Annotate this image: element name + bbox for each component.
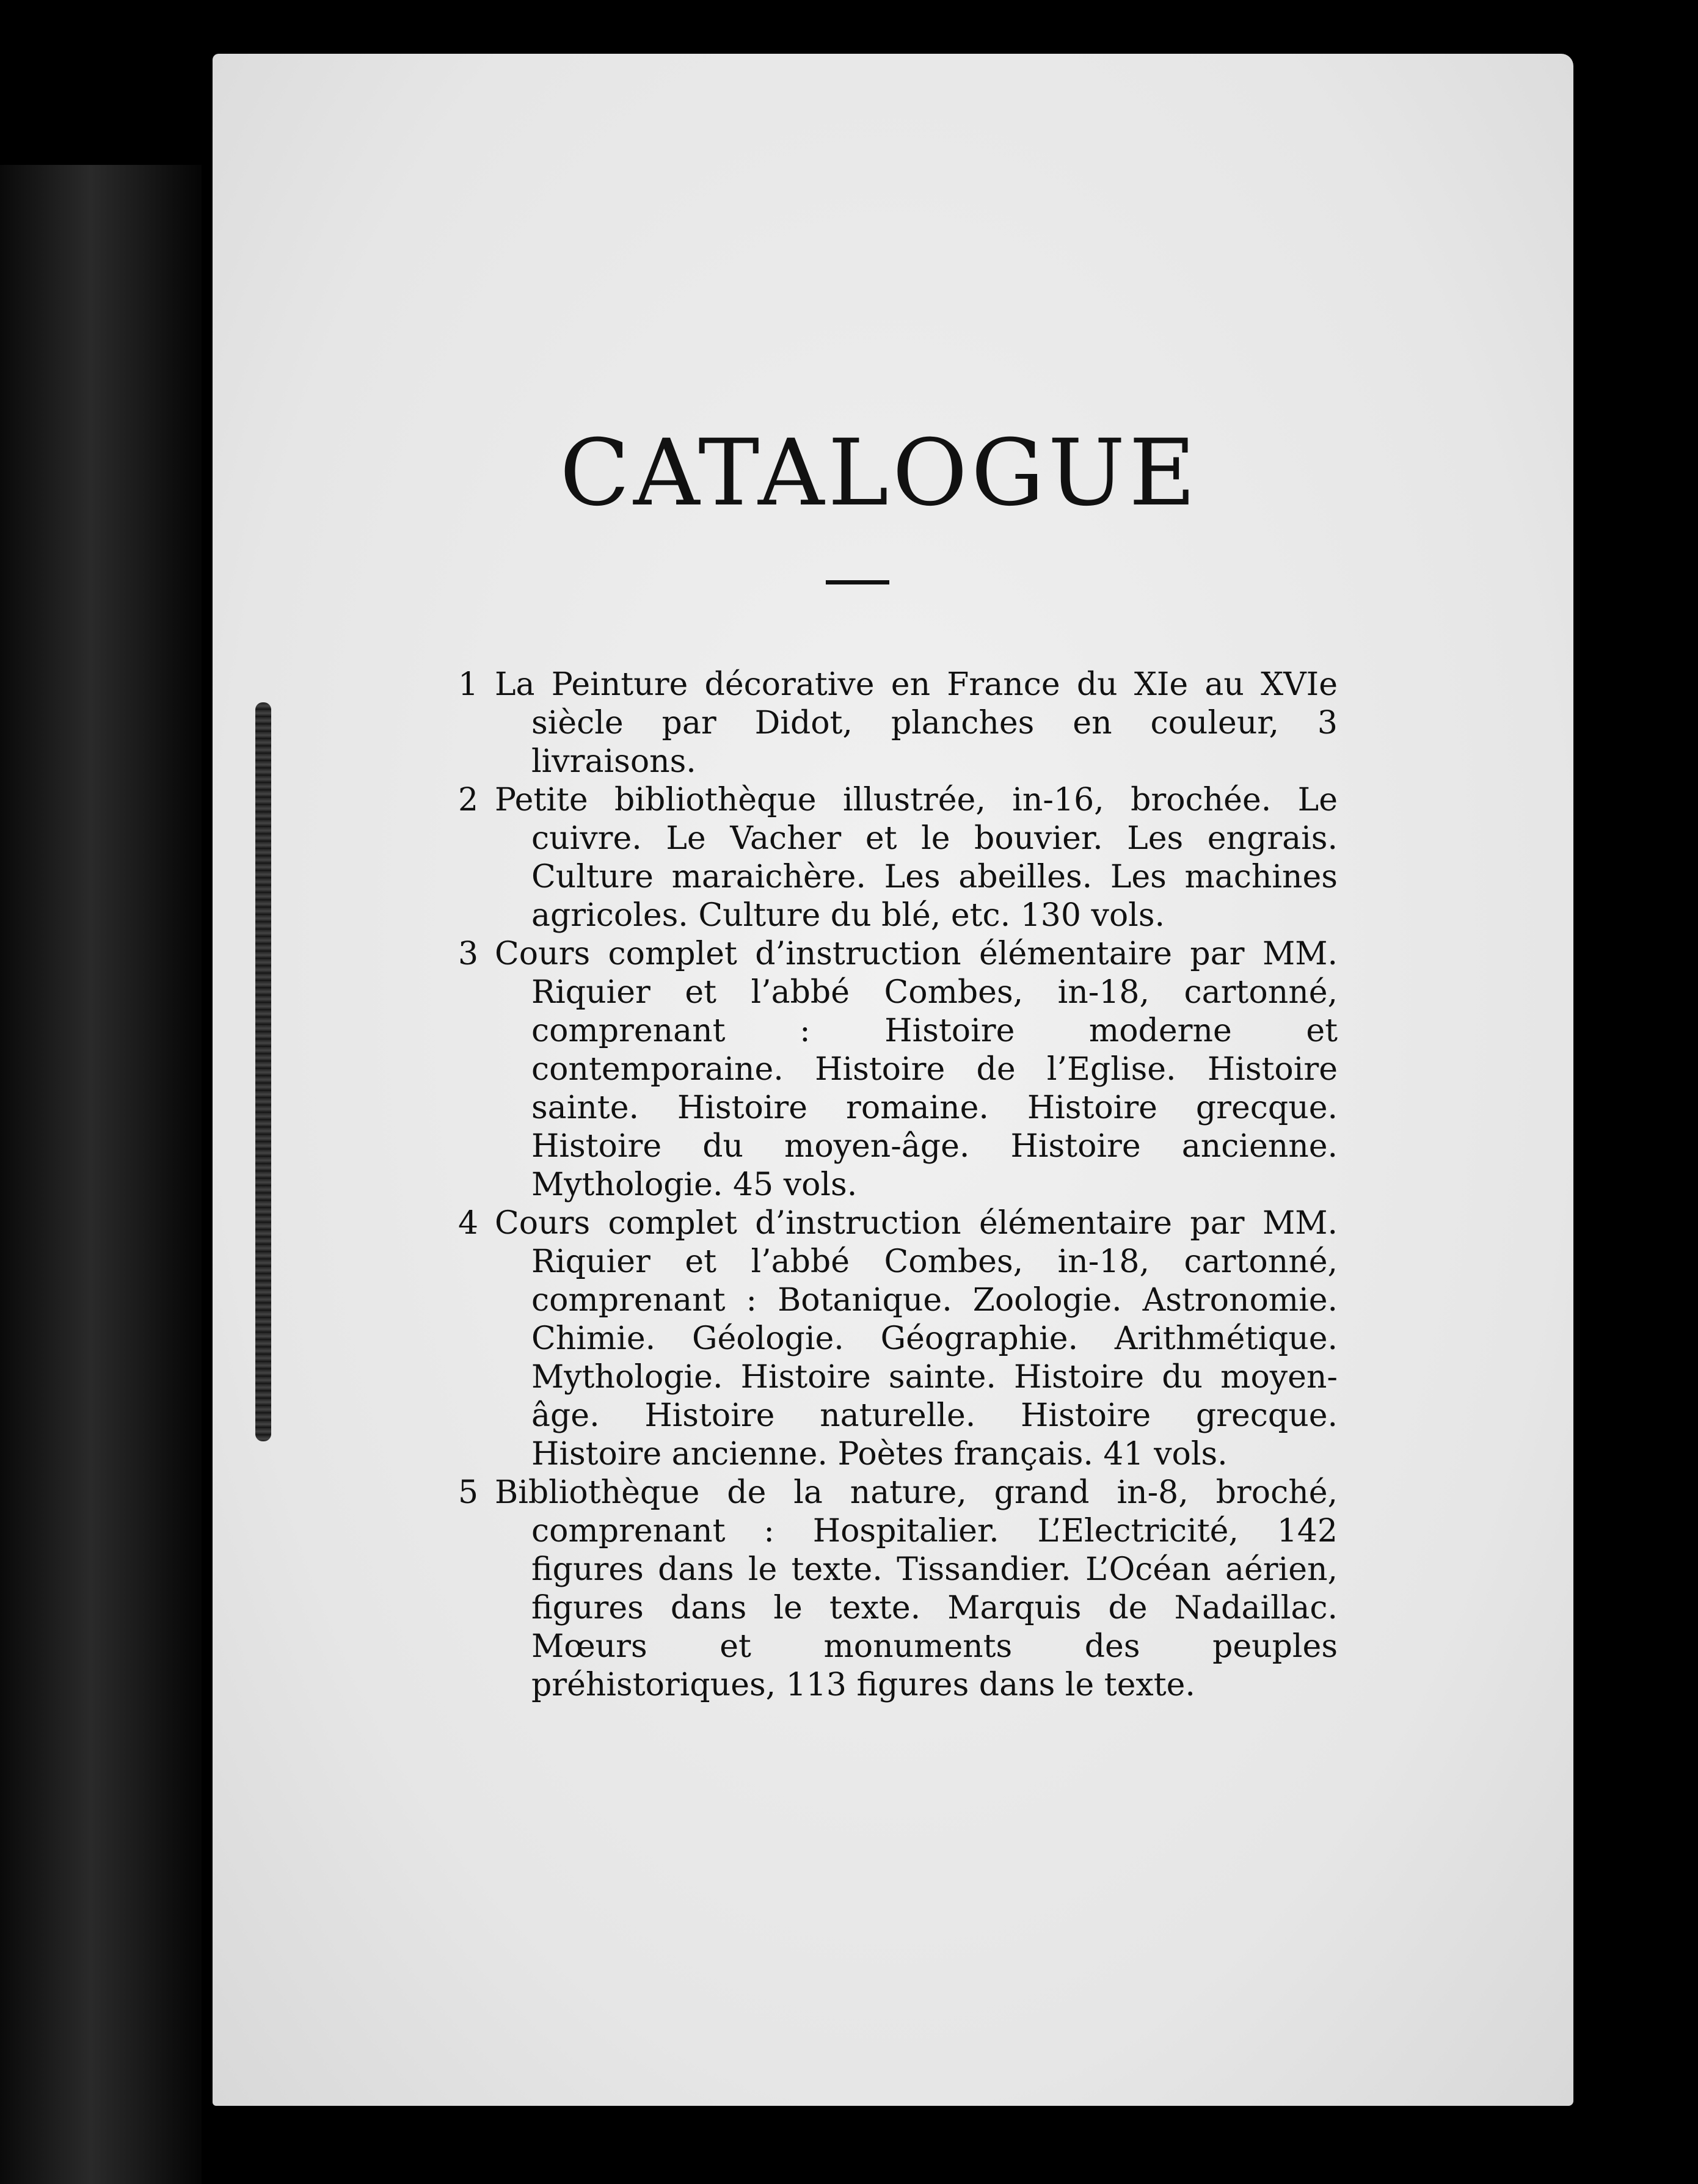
page-title: CATALOGUE — [559, 420, 1200, 526]
stitched-binding — [255, 702, 271, 1441]
entry-number: 5 — [458, 1474, 479, 1511]
entry-text: Cours complet d’instruction élémentaire par MM. Riquier et l’abbé Combes, in-18, cartonné, comprenant : Histoire moderne et contemporaine. Histoire de l’Eglise. Histoire sainte. Histoire romaine. Histoire grecque. Histoire du moyen-âge. Histoire ancienne. Mythologie. 45 vols. — [495, 936, 1338, 1203]
entry-number: 2 — [458, 782, 479, 818]
catalogue-entry-4 — [428, 1204, 1338, 1474]
catalogue-entry-2 — [428, 781, 1338, 935]
entry-text: Bibliothèque de la nature, grand in-8, broché, comprenant : Hospitalier. L’Electricité, 142 figures dans le texte. Tissandier. L’Océan aérien, figures dans le texte. Marquis de Nadaillac. Mœurs et monuments des peuples préhistoriques, 113 figures dans le texte. — [495, 1474, 1338, 1703]
catalogue-list — [428, 666, 1338, 1705]
entry-number: 3 — [458, 936, 479, 972]
catalogue-entry-1 — [428, 666, 1338, 781]
entry-number: 4 — [458, 1205, 479, 1242]
binding-edge — [0, 165, 202, 2184]
catalogue-entry-5 — [428, 1474, 1338, 1705]
catalogue-entry-3 — [428, 935, 1338, 1204]
entry-number: 1 — [458, 666, 479, 703]
entry-text: Petite bibliothèque illustrée, in-16, brochée. Le cuivre. Le Vacher et le bouvier. Les engrais. Culture maraichère. Les abeilles. Les machines agricoles. Culture du blé, etc. 130 vols. — [495, 782, 1338, 934]
entry-text: La Peinture décorative en France du XIe au XVIe siècle par Didot, planches en couleur, 3 livraisons. — [495, 666, 1338, 780]
title-rule — [826, 580, 889, 584]
entry-text: Cours complet d’instruction élémentaire par MM. Riquier et l’abbé Combes, in-18, cartonné, comprenant : Botanique. Zoologie. Astronomie. Chimie. Géologie. Géographie. Arithmétique. Mythologie. Histoire sainte. Histoire du moyen-âge. Histoire naturelle. Histoire grecque. Histoire ancienne. Poètes français. 41 vols. — [495, 1205, 1338, 1472]
